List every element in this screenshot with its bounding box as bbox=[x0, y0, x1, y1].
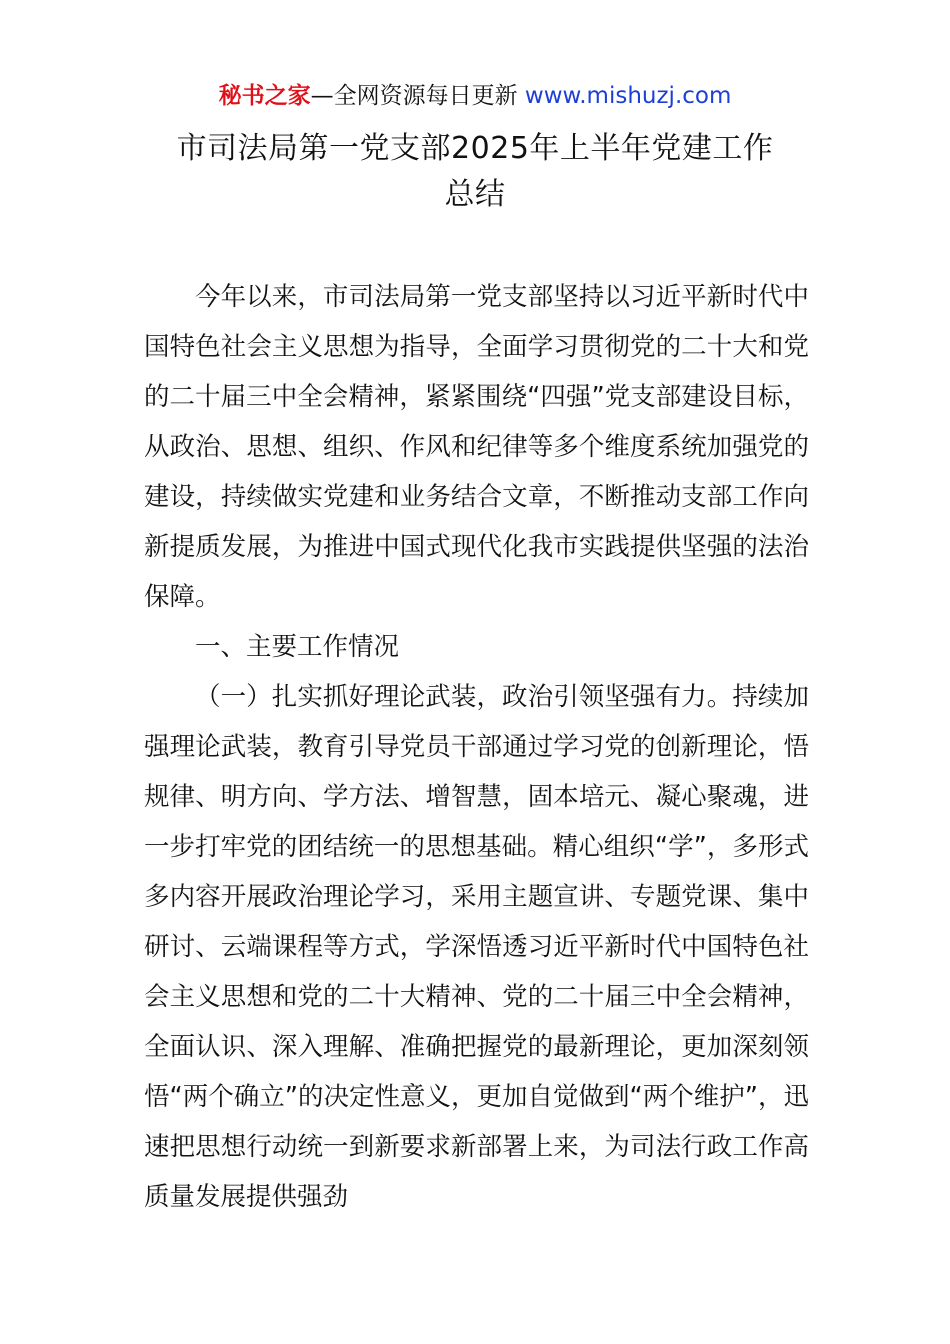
header-slogan: 全网资源每日更新 bbox=[333, 83, 518, 109]
site-header bbox=[0, 80, 950, 112]
body-paragraph: （一）扎实抓好理论武装，政治引领坚强有力。持续加强理论武装，教育引导党员干部通过学习党的创新理论，悟规律、明方向、学方法、增智慧，固本培元、凝心聚魂，进一步打牢党的团结统一的思想基础。精心组织“学”，多形式多内容开展政治理论学习，采用主题宣讲、专题党课、集中研讨、云端课程等方式，学深悟透习近平新时代中国特色社会主义思想和党的二十大精神、党的二十届三中全会精神，全面认识、深入理解、准确把握党的最新理论，更加深刻领悟“两个确立”的决定性意义，更加自觉做到“两个维护”，迅速把思想行动统一到新要求新部署上来，为司法行政工作高质量发展提供强劲 bbox=[144, 682, 809, 1212]
brand-name: 秘书之家 bbox=[218, 83, 311, 109]
document-body bbox=[144, 272, 809, 1222]
document-title bbox=[140, 126, 810, 218]
section-heading: 一、主要工作情况 bbox=[195, 632, 400, 662]
title-line-2: 总结 bbox=[444, 177, 506, 212]
header-dash: — bbox=[310, 83, 334, 109]
site-url-link[interactable]: www.mishuzj.com bbox=[524, 83, 732, 109]
intro-paragraph: 今年以来，市司法局第一党支部坚持以习近平新时代中国特色社会主义思想为指导，全面学习贯彻党的二十大和党的二十届三中全会精神，紧紧围绕“四强”党支部建设目标，从政治、思想、组织、作风和纪律等多个维度系统加强党的建设，持续做实党建和业务结合文章，不断推动支部工作向新提质发展，为推进中国式现代化我市实践提供坚强的法治保障。 bbox=[144, 282, 809, 612]
title-line-1: 市司法局第一党支部2025年上半年党建工作 bbox=[176, 131, 774, 166]
